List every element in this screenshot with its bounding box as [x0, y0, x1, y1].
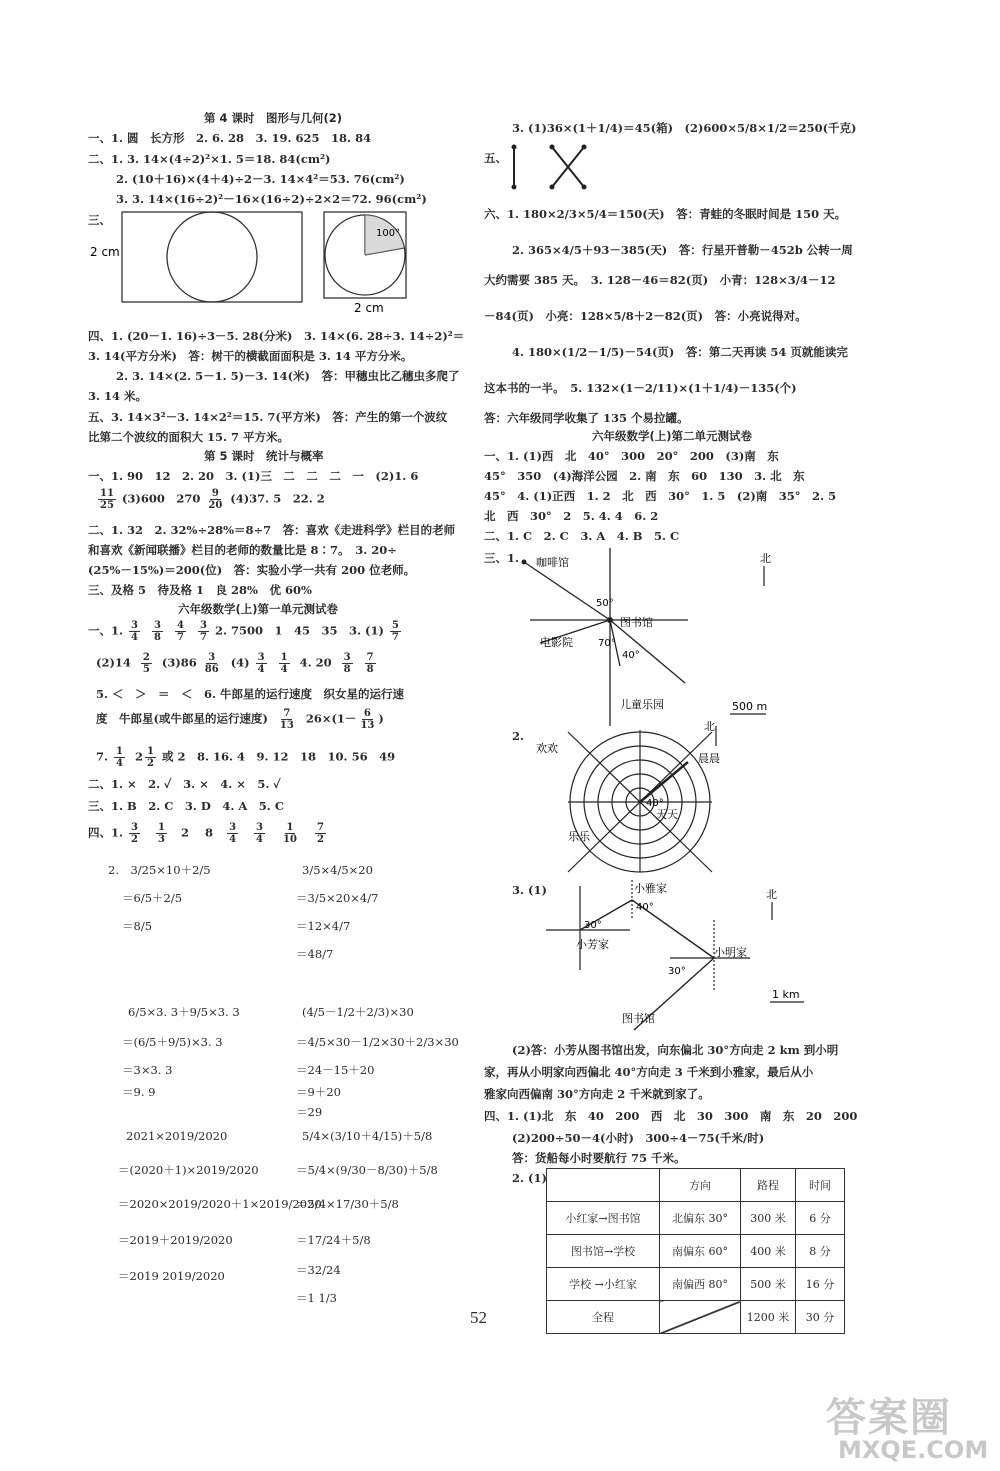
answer-line: 雅家向西偏南 30°方向走 2 千米就到家了。 — [484, 1087, 710, 1101]
table-cell-diagonal — [660, 1301, 741, 1334]
rectangle-shape — [122, 212, 302, 302]
answer-line: 3. (1)36×(1＋1/4)＝45(箱) (2)600×5/8×1/2＝250(千克) — [512, 121, 857, 135]
table-cell: 学校 →小红家 — [547, 1268, 660, 1301]
answer-line: 五、 — [484, 151, 507, 165]
table-cell: 图书馆→学校 — [547, 1235, 660, 1268]
answer-line: 3. 14 米。 — [88, 389, 148, 403]
person-label: 乐乐 — [568, 830, 590, 843]
table-header-row — [547, 1169, 845, 1202]
answer-line: (25%－15%)＝200(位) 答：实验小学一共有 200 位老师。 — [88, 563, 416, 577]
table-cell: 500 米 — [741, 1268, 796, 1301]
circle-shape — [167, 212, 257, 302]
table-cell: 30 分 — [796, 1301, 845, 1334]
answer-line: 二、1. C 2. C 3. A 4. B 5. C — [484, 529, 680, 543]
angle-label: 40° — [646, 798, 664, 809]
answer-line: 三、及格 5 待及格 1 良 28% 优 60% — [88, 583, 312, 597]
angle-label: 40° — [636, 902, 654, 913]
answer-line: 一、1. (1)西 北 40° 300 20° 200 (3)南 东 — [484, 449, 779, 463]
angle-label: 100° — [376, 228, 401, 239]
watermark-url: MXQE.COM — [838, 1436, 989, 1464]
table-cell — [547, 1169, 660, 1202]
answer-line: 答：六年级同学收集了 135 个易拉罐。 — [484, 411, 689, 425]
calc-line: ＝3/5×20×4/7 — [296, 891, 379, 905]
table-cell: 16 分 — [796, 1268, 845, 1301]
answer-line: 四、1. (20－1. 16)÷3－5. 28(分米) 3. 14×(6. 28÷3. 14÷2)²＝ — [88, 329, 465, 343]
table-cell: 6 分 — [796, 1202, 845, 1235]
answer-line: 二、1. 32 2. 32%÷28%＝8÷7 答：喜欢《走进科学》栏目的老师 — [88, 523, 456, 537]
answer-line: 3. 3. 14×(16÷2)²－16×(16÷2)÷2×2＝72. 96(cm²) — [116, 192, 427, 206]
calc-line: ＝(6/5＋9/5)×3. 3 — [122, 1035, 223, 1049]
answer-line: 这本书的一半。 5. 132×(1－2/11)×(1＋1/4)－135(个) — [484, 381, 797, 395]
place-label: 小芳家 — [576, 938, 609, 951]
answer-line: 六、1. 180×2/3×5/4＝150(天) 答：青蛙的冬眠时间是 150 天。 — [484, 207, 847, 221]
table-cell: 小红家→图书馆 — [547, 1202, 660, 1235]
answer-line: 一、1. $\frac{3}{4}$ $\frac{3}{8}$ $\frac{4}{7}$ $\frac{3}{7}$ 2. 7500 1 45 35 3. (1) $\frac{5}{7}$ — [88, 620, 399, 643]
calc-line: ＝9＋20 — [296, 1085, 341, 1099]
place-label: 图书馆 — [622, 1012, 655, 1025]
answer-line: 大约需要 385 天。 3. 128－46＝82(页) 小青：128×3/4－12 — [484, 273, 836, 287]
table-cell: 400 米 — [741, 1235, 796, 1268]
answer-line: 四、1. (1)北 东 40 200 西 北 30 300 南 东 20 200 — [484, 1109, 858, 1123]
north-label: 北 — [760, 552, 771, 565]
answer-line: 二、1. 3. 14×(4÷2)²×1. 5＝18. 84(cm²) — [88, 152, 331, 166]
calc-line: 6/5×3. 3＋9/5×3. 3 — [128, 1005, 240, 1019]
page-number: 52 — [470, 1308, 487, 1327]
answer-line: 45° 4. (1)正西 1. 2 北 西 30° 1. 5 (2)南 35° 2. 5 — [484, 489, 837, 503]
table-cell: 北偏东 30° — [660, 1202, 741, 1235]
answer-line: 三、 — [88, 213, 111, 227]
calc-line: ＝6/5＋2/5 — [122, 891, 183, 905]
calc-line: (4/5－1/2＋2/3)×30 — [302, 1005, 414, 1019]
calc-line: ＝3×3. 3 — [122, 1063, 173, 1077]
answer-line: 2. (10＋16)×(4＋4)÷2－3. 14×4²＝53. 76(cm²) — [116, 172, 405, 186]
watermark-logo: 答案圈 — [826, 1395, 952, 1441]
answer-line: 和喜欢《新闻联播》栏目的老师的数量比是 8∶7。 3. 20÷ — [88, 543, 397, 557]
answer-line: 家，再从小明家向西偏北 40°方向走 3 千米到小雅家，最后从小 — [484, 1065, 814, 1079]
answer-line: 一、1. 圆 长方形 2. 6. 28 3. 19. 625 18. 84 — [88, 131, 372, 145]
answer-line: 2. 365×4/5＋93－385(天) 答：行星开普勒－452b 公转一周 — [512, 243, 853, 257]
calc-line: ＝2019＋2019/2020 — [118, 1233, 233, 1247]
angle-label: 30° — [668, 966, 686, 977]
table-row — [547, 1301, 845, 1334]
angle-label: 30° — [584, 920, 602, 931]
calc-line: 3/5×4/5×20 — [302, 863, 373, 877]
answer-line: $\frac{11}{25}$ (3)600 270 $\frac{9}{20}$ (4)37. 5 22. 2 — [100, 488, 325, 511]
table-cell: 南偏东 60° — [660, 1235, 741, 1268]
person-label: 欢欢 — [536, 742, 558, 755]
place-label: 咖啡馆 — [536, 556, 569, 569]
answer-line: －84(页) 小亮：128×5/8＋2－82(页) 答：小亮说得对。 — [484, 309, 807, 323]
table-cell: 300 米 — [741, 1202, 796, 1235]
calc-line: ＝24－15＋20 — [296, 1063, 375, 1077]
table-row — [547, 1235, 845, 1268]
calc-line: 2021×2019/2020 — [126, 1129, 228, 1143]
answer-line: 四、1. $\frac{3}{2}$ $\frac{1}{3}$ 2 8 $\frac{3}{4}$ $\frac{3}{4}$ $\frac{1}{10}$ $\frac{7}{2}$ — [88, 822, 324, 845]
angle-label: 70° — [598, 638, 616, 649]
calc-line: ＝48/7 — [296, 947, 334, 961]
calc-line: 2. 3/25×10＋2/5 — [108, 863, 211, 877]
calc-line: ＝1 1/3 — [296, 1291, 337, 1305]
calc-line: ＝5/4×(9/30－8/30)＋5/8 — [296, 1163, 438, 1177]
place-label: 儿童乐园 — [620, 698, 664, 711]
answer-line: 北 西 30° 2 5. 4. 4 6. 2 — [484, 509, 659, 523]
answer-line: 三、1. B 2. C 3. D 4. A 5. C — [88, 799, 284, 813]
table-cell: 全程 — [547, 1301, 660, 1334]
table-row — [547, 1202, 845, 1235]
answer-line: 3. 14(平方分米) 答：树干的横截面面积是 3. 14 平方分米。 — [88, 349, 413, 363]
place-label: 小明家 — [714, 946, 747, 959]
answer-line: 度 牛郎星(或牛郎星的运行速度) $\frac{7}{13}$ 26×(1－ $\frac{6}{13}$ ) — [96, 708, 384, 731]
north-label: 北 — [704, 720, 715, 733]
calc-line: ＝2019 2019/2020 — [118, 1269, 225, 1283]
calc-line: ＝9. 9 — [122, 1085, 156, 1099]
answer-line: 一、1. 90 12 2. 20 3. (1)三 二 二 二 一 (2)1. 6 — [88, 469, 419, 483]
direction-map-1 — [510, 548, 800, 738]
answer-line: (2)14 $\frac{2}{5}$ (3)86 $\frac{3}{86}$ (4) $\frac{3}{4}$ $\frac{1}{4}$ 4. 20 $\frac{3}{8}$ $\frac{7}{8}$ — [96, 652, 374, 675]
answer-line: 3. (1) — [512, 883, 547, 897]
answer-line: 2. — [512, 729, 525, 743]
calc-line: ＝32/24 — [296, 1263, 341, 1277]
angle-label: 50° — [596, 598, 614, 609]
calc-line: 5/4×(3/10＋4/15)＋5/8 — [302, 1129, 433, 1143]
answer-line: 2. (1) — [512, 1171, 547, 1185]
geometry-figure — [90, 208, 401, 318]
unit2-test-title: 六年级数学(上)第二单元测试卷 — [592, 429, 753, 443]
calc-line: ＝29 — [296, 1105, 323, 1119]
route-table — [546, 1168, 845, 1334]
answer-line: 7. $\frac{1}{4}$ 2 $\frac{1}{2}$ 或 2 8. 16. 4 9. 12 18 10. 56 49 — [96, 746, 396, 769]
direction-map-2 — [528, 722, 768, 872]
table-cell: 南偏西 80° — [660, 1268, 741, 1301]
place-label: 电影院 — [540, 636, 573, 649]
answer-line: (2)200÷50－4(小时) 300÷4－75(千米/时) — [512, 1131, 765, 1145]
calc-line: ＝8/5 — [122, 919, 153, 933]
dimension-label: 2 cm — [354, 301, 384, 315]
calc-line: ＝12×4/7 — [296, 919, 351, 933]
answer-line: 答：货船每小时要航行 75 千米。 — [512, 1151, 686, 1165]
calc-line: ＝2020×2019/2020＋1×2019/2020 — [118, 1197, 322, 1211]
place-label: 图书馆 — [620, 616, 653, 629]
table-row — [547, 1268, 845, 1301]
angle-label: 40° — [622, 650, 640, 661]
answer-line: 2. 3. 14×(2. 5－1. 5)－3. 14(米) 答：甲穗虫比乙穗虫多爬了 — [116, 369, 460, 383]
answer-line: 5. ＜ ＞ ＝ ＜ 6. 牛郎星的运行速度 织女星的运行速 — [96, 687, 405, 701]
calc-line: ＝17/24＋5/8 — [296, 1233, 371, 1247]
answer-line: 45° 350 (4)海洋公园 2. 南 东 60 130 3. 北 东 — [484, 469, 805, 483]
answer-line: 比第二个波纹的面积大 15. 7 平方米。 — [88, 430, 290, 444]
table-cell: 时间 — [796, 1169, 845, 1202]
section-title-lesson4: 第 4 课时 图形与几何(2) — [204, 111, 343, 125]
answer-line: 4. 180×(1/2－1/5)－54(页) 答：第二天再读 54 页就能读完 — [512, 345, 848, 359]
direction-map-3 — [540, 880, 840, 1030]
scale-label: 1 km — [772, 988, 800, 1001]
answer-line: (2)答：小芳从图书馆出发，向东偏北 30°方向走 2 km 到小明 — [512, 1043, 839, 1057]
person-label: 晨晨 — [698, 752, 720, 765]
unit1-test-title: 六年级数学(上)第一单元测试卷 — [178, 602, 339, 616]
calc-line: ＝4/5×30－1/2×30＋2/3×30 — [296, 1035, 459, 1049]
north-label: 北 — [766, 888, 777, 901]
answer-line: 五、3. 14×3²－3. 14×2²＝15. 7(平方米) 答：产生的第一个波纹 — [88, 410, 448, 424]
table-cell: 8 分 — [796, 1235, 845, 1268]
table-cell: 1200 米 — [741, 1301, 796, 1334]
place-label: 小雅家 — [634, 882, 667, 895]
dimension-label: 2 cm — [90, 245, 120, 259]
table-cell: 方向 — [660, 1169, 741, 1202]
calc-line: ＝5/4×17/30＋5/8 — [296, 1197, 399, 1211]
answer-line: 二、1. × 2. ✓ 3. × 4. × 5. ✓ — [88, 777, 281, 791]
scale-label: 500 m — [732, 700, 768, 713]
table-cell: 路程 — [741, 1169, 796, 1202]
calc-line: ＝(2020＋1)×2019/2020 — [118, 1163, 259, 1177]
section-title-lesson5: 第 5 课时 统计与概率 — [204, 449, 324, 463]
answer-line: 三、1. — [484, 551, 520, 565]
person-label: 天天 — [656, 808, 678, 821]
cross-figure — [508, 145, 588, 195]
